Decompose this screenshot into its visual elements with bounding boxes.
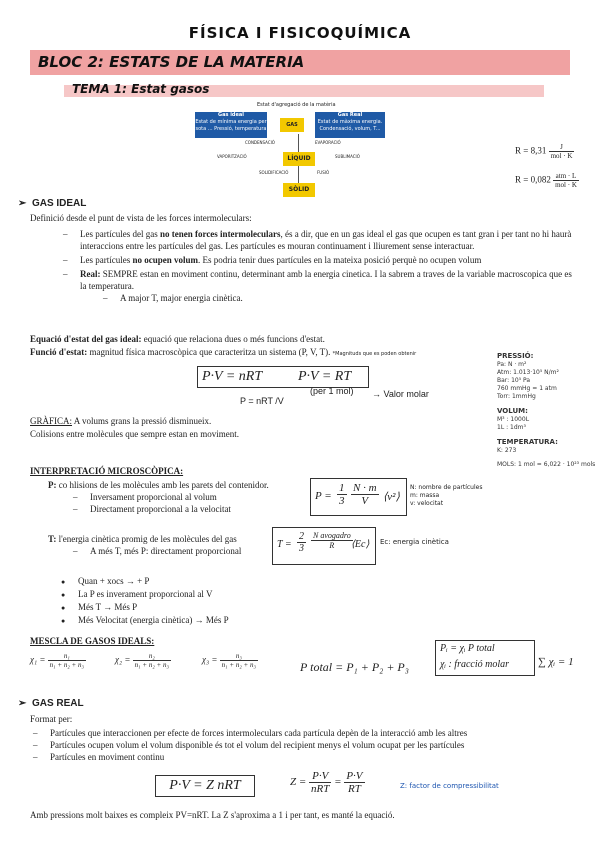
gas-real-heading: ➢ GAS REAL — [18, 698, 84, 709]
compressibility-eq: Z = $\frac{P\cdot V}{\text{nRT}}$ = $\frac{P\cdot V}{RT}$ — [290, 770, 363, 795]
gas-ideal-item: – Les partícules del gas no tenen forces intermoleculars, és a dir, que en un gas ideal el gas que ocupen es tant gran i per tant no hi haurà interaccions entre les partícules del gas. Les partícules es mouran continuament i lliurement sense interactuar. — [60, 228, 575, 252]
micro-t: T: l'energia cinètica promig de les molècules del gas – A més T, més P: directament proporcional — [48, 533, 278, 557]
ideal-gas-equation-box — [197, 366, 369, 388]
compressibility-note: Z: factor de compressibilitat — [400, 782, 499, 790]
bloc-title: BLOC 2: ESTATS DE LA MATERIA — [38, 53, 305, 71]
volum-line: M³ : 1000L — [497, 416, 530, 423]
micro-bullet: ● Quan + xocs → + P — [58, 575, 348, 588]
gas-real-box — [315, 112, 385, 138]
mole-fraction-2: χ₂ = $\frac{\text{n₂}}{\text{n₁ + n₂ + n₃}}$ — [115, 652, 169, 669]
gas-ideal-item: – Les partícules no ocupen volum. Es podria tenir dues partícules en la mateixa posició perquè no ocupen volum — [60, 254, 575, 266]
gas-box: GAS — [280, 118, 304, 132]
states-diagram — [195, 102, 385, 202]
diagram-caption: Estat d'agregació de la matèria — [257, 102, 336, 108]
subject-title: FÍSICA I FISICOQUÍMICA — [188, 24, 412, 42]
volum-line: 1L : 1dm³ — [497, 424, 526, 431]
eq-rt: P·V = RT — [298, 369, 352, 384]
gas-ideal-title: Gas ideal — [218, 112, 244, 118]
constant-r2: R = 0,082 $\frac{\text{atm · L}}{\text{mol · K}}$ — [515, 172, 577, 189]
temperature-legend: Ec: energia cinètica — [380, 538, 449, 546]
total-pressure-eq: P total = P₁ + P₂ + P₃ — [300, 660, 409, 674]
temperatura-line: K: 273 — [497, 447, 517, 454]
partial-pressure-box: Pᵢ = χᵢ P total χᵢ : fracció molar — [435, 640, 535, 676]
units-sidebar — [497, 352, 597, 469]
gas-real-title: Gas Real — [337, 112, 363, 118]
micro-heading: INTERPRETACIÓ MICROSCÒPICA: — [30, 466, 184, 476]
micro-bullet: ● Més Velocitat (energia cinètica) → Més P — [58, 614, 348, 627]
colisions-text: Colisions entre molècules que sempre estan en moviment. — [30, 429, 239, 439]
gas-ideal-intro: Definició desde el punt de vista de les forces intermoleculars: — [30, 213, 252, 223]
label-evaporacio: EVAPORACIÓ — [315, 140, 341, 145]
label-condensacio: CONDENSACIÓ — [245, 140, 275, 145]
micro-t-item: – A més T, més P: directament proporcional — [70, 545, 278, 557]
gas-ideal-item: – Real: SEMPRE estan en moviment continu, determinant amb la energia cinetica. I la sabrem a traves de la variable macroscopica que es la temperatura. – A major T, major energia cinètica. — [60, 268, 575, 304]
mescla-heading: MESCLA DE GASOS IDEALS: — [30, 636, 155, 646]
gas-real-desc: Estat de màxima energia. Condensació, volum, T... — [317, 119, 383, 132]
label-solidificacio: SOLIDIFICACIÓ — [259, 170, 289, 175]
micro-p: P: co hlisions de les molècules amb les parets del contenidor. – Inversament proporcional al volum – Directament proporcional a la velocitat — [48, 479, 308, 515]
gas-real-item: – Partícules que interaccionen per efecte de forces intermoleculars cada partícula depèn de la interacció amb les altres — [30, 727, 580, 739]
valor-molar: → Valor molar — [372, 389, 429, 399]
label-sublimacio: SUBLIMACIÓ — [335, 154, 360, 159]
label-vaporitzacio: VAPORITZACIÓ — [217, 154, 247, 159]
gas-ideal-subitem: – A major T, major energia cinètica. — [100, 292, 575, 304]
gas-ideal-body — [30, 212, 575, 304]
eq-nrt: P·V = nRT — [202, 369, 263, 384]
liquid-box: LÍQUID — [283, 152, 315, 166]
micro-p-item: – Directament proporcional a la velocitat — [70, 503, 308, 515]
pressure-legend: N: nombre de partícules m: massa v: velocitat — [410, 484, 483, 507]
gas-real-item: – Partícules ocupen volum el volum disponible és tot el volum del recipient menys el volum ocupat per les partícules — [30, 739, 580, 751]
micro-bullet: ● La P es inverament proporcional al V — [58, 588, 348, 601]
grafica-text: GRÀFICA: A volums grans la pressió disminueix. — [30, 416, 212, 426]
arrow-gas-liquid — [298, 134, 299, 152]
gas-ideal-box — [195, 112, 267, 138]
eq-per-mol-note: (per 1 mol) — [310, 386, 354, 396]
eq-pressure: P = nRT /V — [240, 396, 284, 406]
gas-real-footer: Amb pressions molt baixes es compleix PV=nRT. La Z s'aproxima a 1 i per tant, es manté la equació. — [30, 810, 395, 820]
pressio-line: Torr: 1mmHg — [497, 393, 536, 400]
mole-fraction-sum: ∑ χᵢ = 1 — [538, 656, 574, 668]
temperatura-heading: TEMPERATURA: — [497, 438, 558, 446]
eq-def: Equació d'estat del gas ideal: equació que relaciona dues o més funcions d'estat. — [30, 334, 325, 344]
func-def: Funció d'estat: magnitud física macroscòpica que caracteritza un sistema (P, V, T). *Magnituds que es poden obtenir — [30, 347, 417, 357]
micro-bullet: ● Més T → Més P — [58, 601, 348, 614]
mole-fraction-1: χ₁ = $\frac{\text{n₁}}{\text{n₁ + n₂ + n₃}}$ — [30, 652, 84, 669]
gas-ideal-heading: ➢ GAS IDEAL — [18, 198, 87, 209]
pressure-micro-eq: P = $\frac{1}{3}$ $\frac{N \cdot m}{V}$ ⟨v²⟩ — [310, 478, 407, 516]
tema-banner — [64, 82, 544, 97]
volum-heading: VOLUM: — [497, 407, 528, 415]
label-fusio: FUSIÓ — [317, 170, 330, 175]
micro-bullets — [48, 575, 348, 627]
gas-real-format: Format per: — [30, 714, 73, 724]
temperature-micro-eq: T = $\frac{2}{3}$ N avogadro R ⟨Ec⟩ — [272, 527, 376, 565]
gas-ideal-desc: Estat de mínima energia per sota ... Pressió, temperatura — [195, 119, 267, 132]
gas-real-item: – Partícules en moviment continu — [30, 751, 580, 763]
solid-box: SÒLID — [283, 183, 315, 197]
pressio-line: Bar: 10⁵ Pa — [497, 377, 531, 384]
pressio-line: 760 mmHg = 1 atm — [497, 385, 557, 392]
mols-line: MOLS: 1 mol = 6,022 · 10²³ mols — [497, 461, 596, 468]
bloc-banner — [30, 50, 570, 75]
pressio-line: Atm: 1.013·10⁵ N/m² — [497, 369, 559, 376]
real-gas-equation-box: P·V = Z nRT — [155, 775, 255, 797]
micro-p-item: – Inversament proporcional al volum — [70, 491, 308, 503]
constant-r1: R = 8,31 $\frac{J}{\text{mol · K}}$ — [515, 143, 573, 160]
pressio-heading: PRESSIÓ: — [497, 352, 534, 360]
gas-real-body — [30, 713, 580, 763]
mole-fraction-3: χ₃ = $\frac{\text{n₃}}{\text{n₁ + n₂ + n₃}}$ — [202, 652, 256, 669]
pressio-line: Pa: N · m² — [497, 361, 527, 368]
arrow-liquid-solid — [298, 166, 299, 183]
tema-title: TEMA 1: Estat gasos — [72, 82, 210, 96]
